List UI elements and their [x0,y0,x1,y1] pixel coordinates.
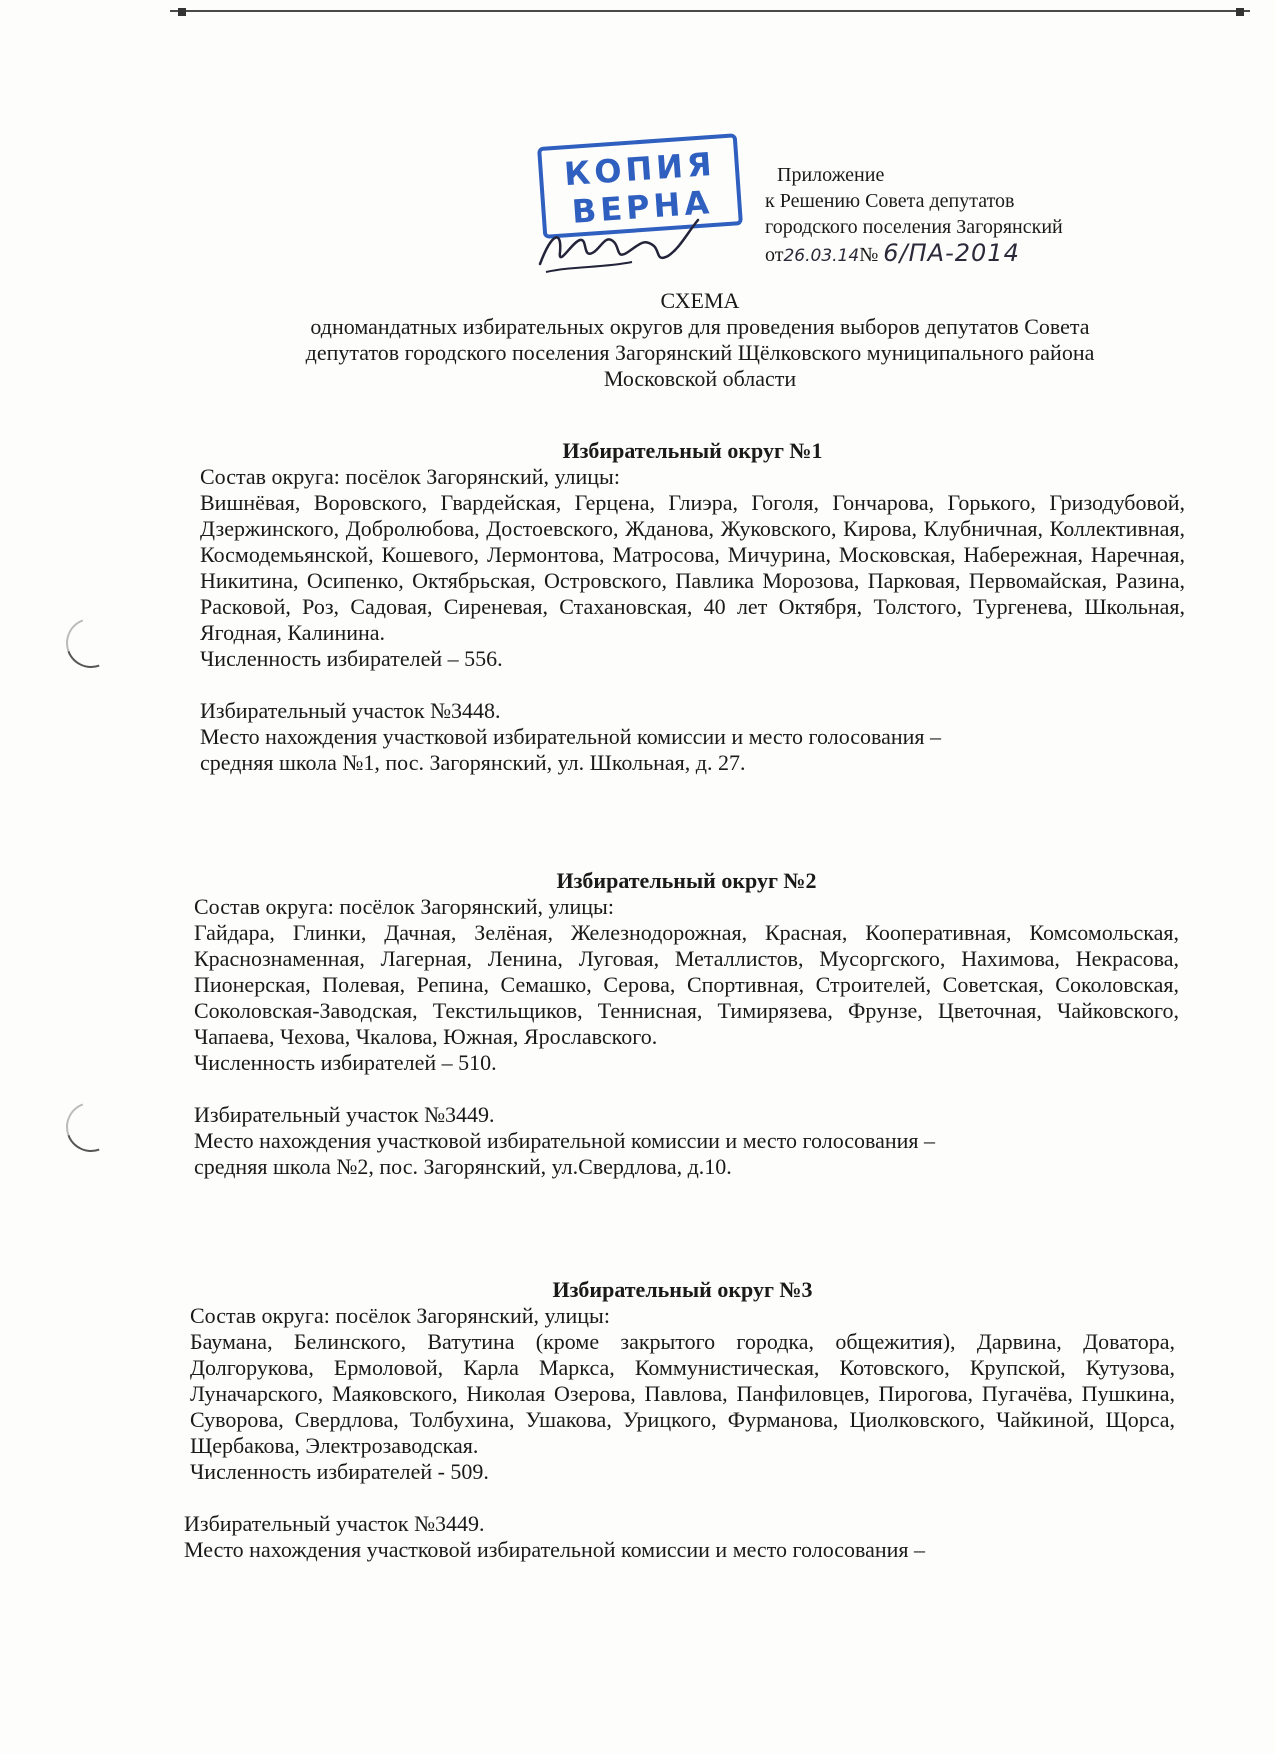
district-title: Избирательный округ №1 [562,438,823,463]
polling-location-1: Место нахождения участковой избирательной комиссии и место голосования – [200,724,942,749]
polling-location-2: средняя школа №1, пос. Загорянский, ул. Школьная, д. 27. [200,750,746,775]
district-composition: Состав округа: посёлок Загорянский, улицы: [190,1303,610,1328]
polling-location-1: Место нахождения участковой избирательной комиссии и место голосования – [184,1537,926,1562]
polling-location-2: средняя школа №2, пос. Загорянский, ул.Свердлова, д.10. [194,1154,732,1179]
appendix-council: городского поселения Загорянский [765,216,1063,238]
punch-hole [58,610,124,676]
polling-site: Избирательный участок №3449. [184,1511,485,1536]
stamp-line1: КОПИЯ [562,144,717,194]
polling-site: Избирательный участок №3449. [194,1102,495,1127]
district-voters: Численность избирателей – 556. [200,646,503,671]
document-subtitle-2: депутатов городского поселения Загорянский Щёлковского муниципального района [305,340,1095,365]
district-composition: Состав округа: посёлок Загорянский, улицы: [194,894,614,919]
polling-site: Избирательный участок №3448. [200,698,501,723]
punch-hole [58,1094,124,1160]
district-voters: Численность избирателей - 509. [190,1459,489,1484]
date-prefix: от [765,244,784,266]
district-streets: Гайдара, Глинки, Дачная, Зелёная, Железнодорожная, Красная, Кооперативная, Комсомольская, Краснознаменная, Лагерная, Ленина, Луговая, Металлистов, Мусоргского, Нахимова, Некрасова, Пионерская, Полевая, Репина, Семашко, Серова, Спортивная, Строителей, Советская, Соколовская, Соколовская-Заводская, Текстильщиков, Теннисная, Тимирязева, Фрунзе, Цветочная, Чайковского, Чапаева, Чехова, Чкалова, Южная, Ярославского. [194,920,1179,1049]
district-voters: Численность избирателей – 510. [194,1050,497,1075]
stamp-line2: ВЕРНА [570,183,715,231]
district-title: Избирательный округ №3 [552,1277,813,1302]
district-1 [200,438,1185,776]
district-streets: Баумана, Белинского, Ватутина (кроме закрытого городка, общежития), Дарвина, Доватора, Долгорукова, Ермоловой, Карла Маркса, Коммунистическая, Котовского, Крупской, Кутузова, Луначарского, Маяковского, Николая Озерова, Павлова, Панфиловцев, Пирогова, Пугачёва, Пушкина, Суворова, Свердлова, Толбухина, Ушакова, Урицкого, Фурманова, Циолковского, Чайкиной, Щорса, Щербакова, Электрозаводская. [190,1329,1175,1458]
document-subtitle-1: одномандатных избирательных округов для проведения выборов депутатов Совета [310,314,1090,339]
document-title: СХЕМА [660,288,740,313]
district-2 [194,868,1179,1180]
decision-date: 26.03.14 [783,246,860,266]
polling-location-1: Место нахождения участковой избирательной комиссии и место голосования – [194,1128,936,1153]
district-title: Избирательный округ №2 [556,868,817,893]
district-composition: Состав округа: посёлок Загорянский, улицы: [200,464,620,489]
appendix-decision: к Решению Совета депутатов [765,190,1015,212]
appendix-date-number [765,240,1165,269]
document-subtitle-3: Московской области [603,366,797,391]
district-3 [184,1277,1175,1563]
appendix-title: Приложение [777,164,885,186]
district-streets: Вишнёвая, Воровского, Гвардейская, Герцена, Глиэра, Гоголя, Гончарова, Горького, Гризодубовой, Дзержинского, Добролюбова, Достоевского, Жданова, Жуковского, Кирова, Клубничная, Коллективная, Космодемьянской, Кошевого, Лермонтова, Матросова, Мичурина, Московская, Набережная, Наречная, Никитина, Осипенко, Октябрьская, Островского, Павлика Морозова, Парковая, Первомайская, Разина, Расковой, Роз, Садовая, Сиреневая, Стахановская, 40 лет Октября, Толстого, Тургенева, Школьная, Ягодная, Калинина. [200,490,1185,645]
decision-number: 6/ПА-2014 [883,239,1020,267]
number-prefix: № [859,244,879,266]
appendix-block [765,162,1165,269]
handwritten-signature [532,212,702,282]
scan-corner-mark [178,8,186,16]
document-header [200,288,1200,392]
scan-corner-mark [1236,8,1244,16]
scan-edge-line [170,10,1250,12]
